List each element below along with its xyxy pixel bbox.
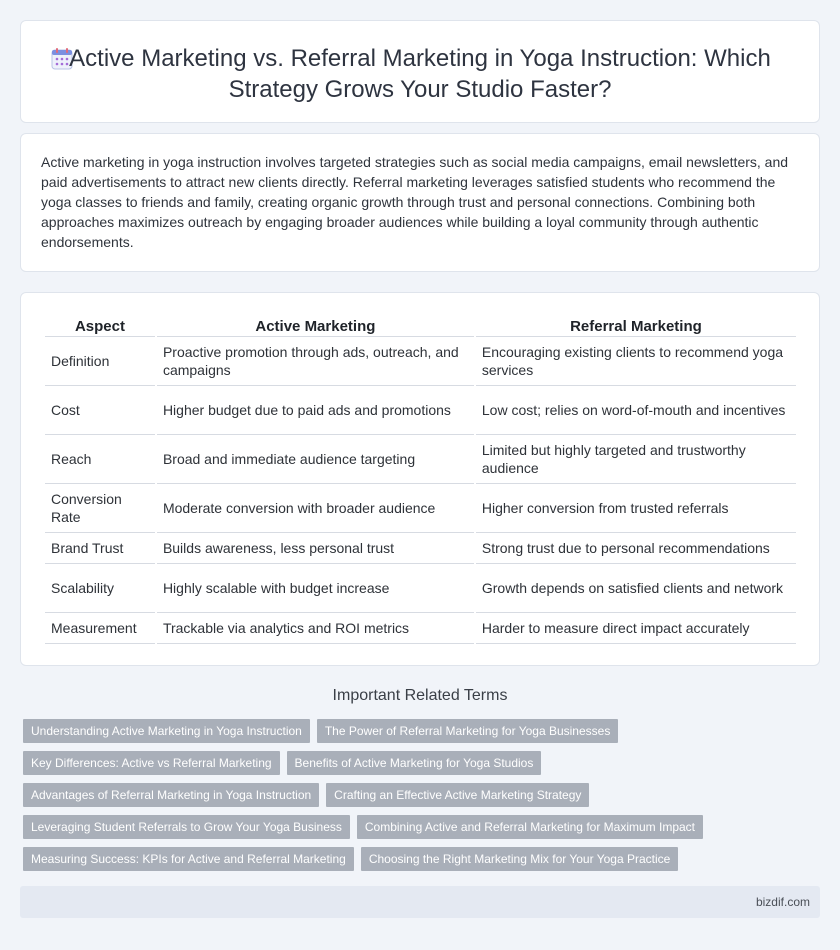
referral-cell: Limited but highly targeted and trustworthy audience bbox=[476, 435, 796, 484]
referral-cell: Low cost; relies on word-of-mouth and incentives bbox=[476, 386, 796, 435]
table-row bbox=[45, 484, 796, 533]
aspect-cell: Brand Trust bbox=[45, 533, 155, 564]
related-term-tag[interactable]: Measuring Success: KPIs for Active and Referral Marketing bbox=[23, 847, 354, 871]
intro-paragraph: Active marketing in yoga instruction involves targeted strategies such as social media campaigns, email newsletters, and paid advertisements to attract new clients directly. Referral marketing leverages satisfied students who recommend the yoga classes to friends and family, creating organic growth through trust and personal connections. Combining both approaches maximizes outreach by engaging broader audiences while building a loyal community through authentic endorsements. bbox=[41, 154, 789, 250]
aspect-cell: Cost bbox=[45, 386, 155, 435]
table-row bbox=[45, 435, 796, 484]
table-row bbox=[45, 386, 796, 435]
referral-cell: Growth depends on satisfied clients and network bbox=[476, 564, 796, 613]
aspect-cell: Scalability bbox=[45, 564, 155, 613]
referral-cell: Encouraging existing clients to recommend yoga services bbox=[476, 337, 796, 386]
table-header-row bbox=[45, 315, 796, 337]
related-term-tag[interactable]: Crafting an Effective Active Marketing Strategy bbox=[326, 783, 589, 807]
active-cell: Broad and immediate audience targeting bbox=[157, 435, 474, 484]
comparison-table bbox=[43, 315, 798, 644]
active-cell: Highly scalable with budget increase bbox=[157, 564, 474, 613]
active-cell: Higher budget due to paid ads and promotions bbox=[157, 386, 474, 435]
column-header-aspect: Aspect bbox=[45, 315, 155, 337]
comparison-table-card bbox=[20, 292, 820, 666]
related-term-tag[interactable]: The Power of Referral Marketing for Yoga Businesses bbox=[317, 719, 618, 743]
table-row bbox=[45, 564, 796, 613]
referral-cell: Higher conversion from trusted referrals bbox=[476, 484, 796, 533]
aspect-cell: Definition bbox=[45, 337, 155, 386]
related-terms-list bbox=[23, 719, 823, 879]
aspect-cell: Conversion Rate bbox=[45, 484, 155, 533]
intro-card bbox=[20, 133, 820, 272]
related-term-tag[interactable]: Key Differences: Active vs Referral Marketing bbox=[23, 751, 280, 775]
title-card bbox=[20, 20, 820, 123]
table-row bbox=[45, 337, 796, 386]
related-terms-heading: Important Related Terms bbox=[332, 687, 508, 704]
active-cell: Trackable via analytics and ROI metrics bbox=[157, 613, 474, 644]
active-cell: Moderate conversion with broader audience bbox=[157, 484, 474, 533]
site-name[interactable]: bizdif.com bbox=[755, 895, 810, 909]
related-term-tag[interactable]: Combining Active and Referral Marketing for Maximum Impact bbox=[357, 815, 703, 839]
table-row bbox=[45, 613, 796, 644]
column-header-referral-marketing: Referral Marketing bbox=[476, 315, 796, 337]
aspect-cell: Reach bbox=[45, 435, 155, 484]
referral-cell: Harder to measure direct impact accurately bbox=[476, 613, 796, 644]
active-cell: Builds awareness, less personal trust bbox=[157, 533, 474, 564]
page-title: Active Marketing vs. Referral Marketing in Yoga Instruction: Which Strategy Grows Your Studio Faster? bbox=[69, 45, 771, 103]
aspect-cell: Measurement bbox=[45, 613, 155, 644]
active-cell: Proactive promotion through ads, outreach, and campaigns bbox=[157, 337, 474, 386]
footer-bar bbox=[20, 886, 820, 918]
table-row bbox=[45, 533, 796, 564]
related-term-tag[interactable]: Advantages of Referral Marketing in Yoga Instruction bbox=[23, 783, 319, 807]
referral-cell: Strong trust due to personal recommendations bbox=[476, 533, 796, 564]
related-term-tag[interactable]: Benefits of Active Marketing for Yoga Studios bbox=[287, 751, 542, 775]
column-header-active-marketing: Active Marketing bbox=[157, 315, 474, 337]
related-term-tag[interactable]: Choosing the Right Marketing Mix for Your Yoga Practice bbox=[361, 847, 679, 871]
related-term-tag[interactable]: Leveraging Student Referrals to Grow Your Yoga Business bbox=[23, 815, 350, 839]
related-term-tag[interactable]: Understanding Active Marketing in Yoga Instruction bbox=[23, 719, 310, 743]
